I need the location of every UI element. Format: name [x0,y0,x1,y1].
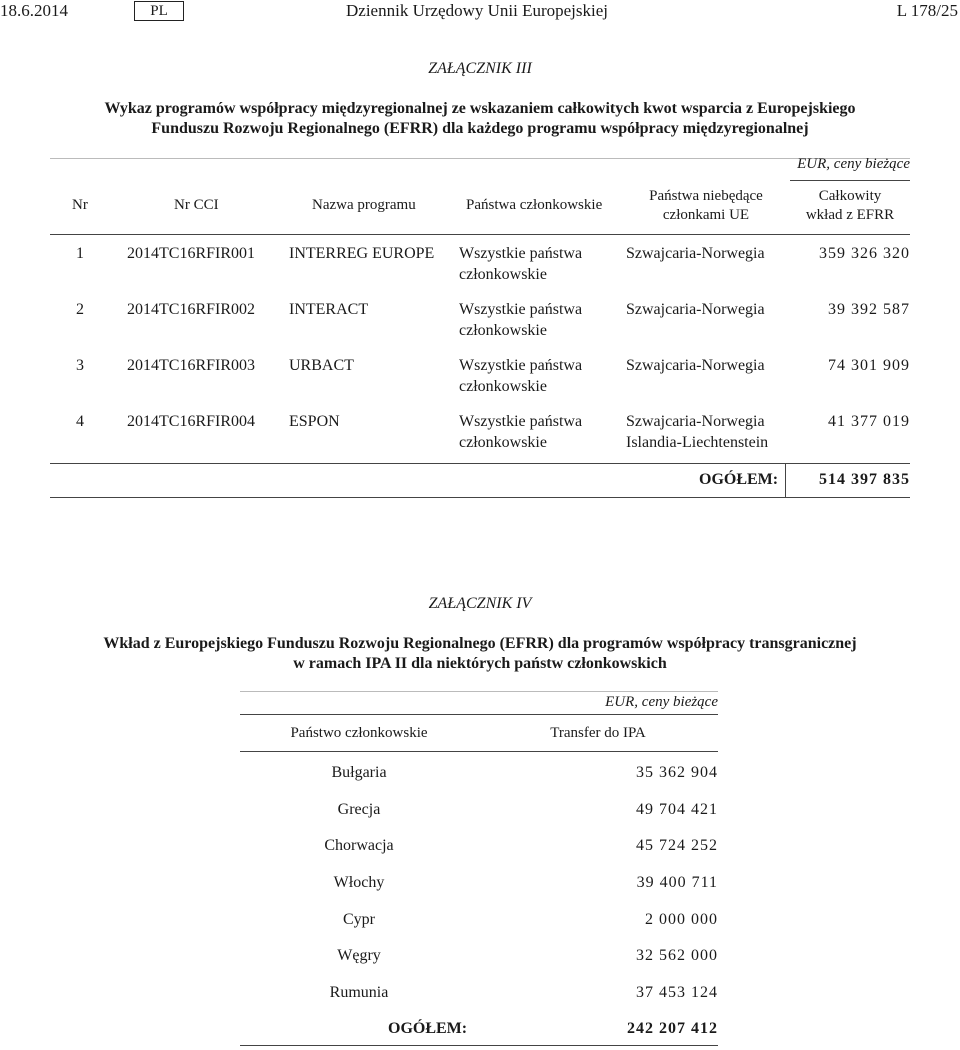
cell-line: członkowskie [459,378,547,395]
cell-nr: 4 [76,413,84,430]
total-label-2: OGÓŁEM: [388,1020,468,1037]
cell-state: Bułgaria [331,764,387,781]
cell-nr: 3 [76,357,84,374]
cell-line: Szwajcaria-Norwegia [626,413,765,430]
cell-transfer: 32 562 000 [636,947,718,964]
cell-member-states [459,355,582,397]
cell-line: Szwajcaria-Norwegia [626,357,765,374]
table2-bottom-rule [240,1045,718,1046]
annex-iv-subtitle-line: Wkład z Europejskiego Funduszu Rozwoju Regionalnego (EFRR) dla programów współpracy transgranicznej [103,635,857,652]
table-row [0,411,960,456]
cell-line: członkowskie [459,322,547,339]
cell-state: Chorwacja [324,837,394,854]
cell-member-states [459,243,582,285]
cell-transfer: 45 724 252 [636,837,718,854]
table2-header-top-rule [240,714,718,715]
cell-line: członkowskie [459,434,547,451]
cell-cci: 2014TC16RFIR004 [127,413,256,430]
cell-line: Szwajcaria-Norwegia [626,245,765,262]
table-bottom-rule [50,497,910,498]
cell-cci: 2014TC16RFIR001 [127,245,256,262]
header-bottom-rule [50,234,910,235]
cell-state: Cypr [343,911,375,928]
cell-transfer: 39 400 711 [636,874,718,891]
table-row [240,945,718,969]
total-divider [785,463,786,498]
table-row [240,909,718,933]
annex-iv-title: ZAŁĄCZNIK IV [428,595,532,612]
cell-state: Grecja [337,801,381,818]
cell-member-states [459,411,582,453]
total-top-rule [50,463,910,464]
cell-member-states [459,299,582,341]
cell-transfer: 35 362 904 [636,764,718,781]
table-row [0,299,960,344]
cell-non-eu [626,299,765,320]
cell-nr: 1 [76,245,84,262]
annex-iii-subtitle-line: Wykaz programów współpracy międzyregionalnej ze wskazaniem całkowitych kwot wsparcia z Europejskiego [104,100,856,117]
table-row [240,762,718,786]
cell-cci: 2014TC16RFIR003 [127,357,256,374]
col-header-line: członkami UE [662,207,750,223]
col-header-line: Całkowity [818,188,882,204]
page-reference: L 178/25 [896,1,958,20]
cell-total: 41 377 019 [828,413,910,430]
col-header-member-states: Państwa członkowskie [466,197,603,213]
cell-transfer: 49 704 421 [636,801,718,818]
cell-program-name: INTERREG EUROPE [289,245,435,262]
total-value-2: 242 207 412 [627,1020,718,1037]
cell-line: Islandia-Liechtenstein [626,434,769,451]
currency-note-2: EUR, ceny bieżące [605,694,718,710]
table-row [0,355,960,400]
publication-date: 18.6.2014 [0,1,68,20]
cell-line: członkowskie [459,266,547,283]
annex-iv-subtitle [60,634,900,674]
col-header-program-name: Nazwa programu [312,197,416,213]
cell-state: Rumunia [329,984,389,1001]
total-label: OGÓŁEM: [699,471,779,488]
cell-program-name: ESPON [289,413,340,430]
col-header-total [790,187,910,225]
cell-transfer: 2 000 000 [645,911,718,928]
table2-header-bottom-rule [240,751,718,752]
cell-program-name: URBACT [289,357,354,374]
cell-total: 74 301 909 [828,357,910,374]
annex-iii-subtitle-line: Funduszu Rozwoju Regionalnego (EFRR) dla każdego programu współpracy międzyregionalnej [151,120,809,137]
language-badge: PL [134,1,184,21]
col-header-line: Państwa niebędące [649,188,763,204]
journal-title: Dziennik Urzędowy Unii Europejskiej [346,1,609,20]
cell-state: Włochy [333,874,385,891]
table-row [240,835,718,859]
cell-total: 39 392 587 [828,301,910,318]
cell-non-eu [626,243,765,264]
cell-line: Wszystkie państwa [459,413,583,430]
table-row [240,872,718,896]
annex-iii-title: ZAŁĄCZNIK III [428,60,532,77]
cell-transfer: 37 453 124 [636,984,718,1001]
cell-total: 359 326 320 [819,245,910,262]
col-header-line: wkład z EFRR [805,207,895,223]
table-row [240,799,718,823]
cell-nr: 2 [76,301,84,318]
header-rule [790,180,910,181]
table-row [240,982,718,1006]
cell-non-eu [626,411,768,453]
cell-state: Węgry [337,947,381,964]
col-header-nr: Nr [72,197,88,213]
cell-non-eu [626,355,765,376]
col-header-state: Państwo członkowskie [290,725,428,741]
cell-line: Wszystkie państwa [459,357,583,374]
cell-line: Wszystkie państwa [459,245,583,262]
total-value: 514 397 835 [819,471,910,488]
annex-iii-subtitle [80,99,880,139]
table2-top-rule [240,691,718,692]
col-header-cci: Nr CCI [174,197,219,213]
cell-line: Szwajcaria-Norwegia [626,301,765,318]
currency-note: EUR, ceny bieżące [797,156,910,172]
cell-program-name: INTERACT [289,301,369,318]
annex-iv-subtitle-line: w ramach IPA II dla niektórych państw członkowskich [293,655,667,672]
col-header-transfer: Transfer do IPA [550,725,646,741]
cell-line: Wszystkie państwa [459,301,583,318]
col-header-non-eu [636,187,776,225]
table-row [0,243,960,288]
cell-cci: 2014TC16RFIR002 [127,301,256,318]
